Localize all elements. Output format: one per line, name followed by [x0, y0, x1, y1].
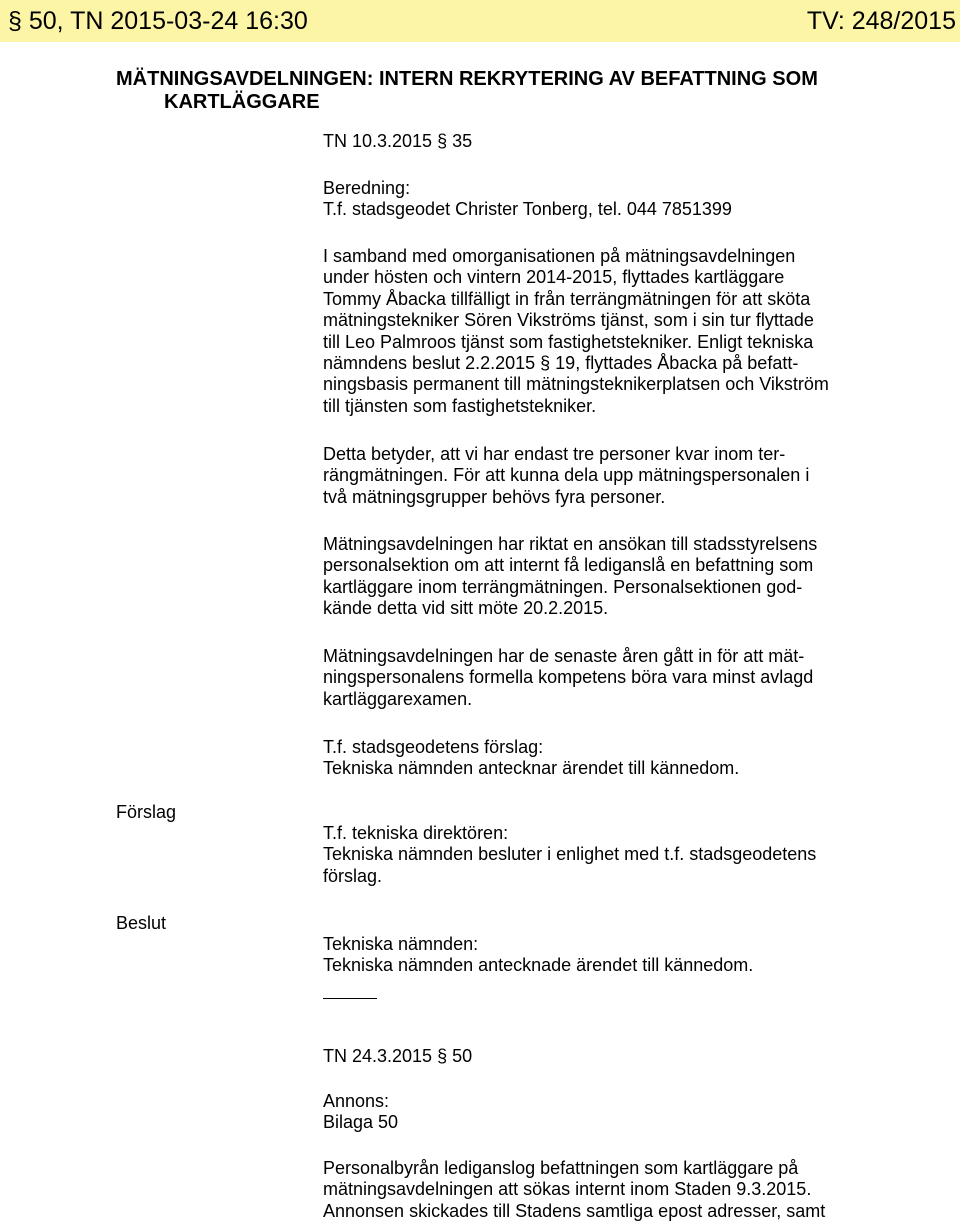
text-line: två mätningsgrupper behövs fyra personer. [323, 486, 666, 507]
text-line: Annons: [323, 1091, 390, 1111]
advertisement-block [323, 1091, 948, 1134]
text-line: I samband med omorganisationen på mätningsavdelningen [323, 246, 796, 266]
text-line: kartläggare inom terrängmätningen. Personalsektionen god- [323, 576, 803, 597]
meeting-reference-1: TN 10.3.2015 § 35 [323, 131, 473, 151]
title-line-2: KARTLÄGGARE [164, 91, 320, 113]
text-line: T.f. tekniska direktören: [323, 823, 509, 843]
preparation-block [323, 178, 948, 221]
text-line: personalsektion om att internt få lediganslå en befattning som [323, 555, 814, 576]
text-line: kände detta vid sitt möte 20.2.2015. [323, 598, 609, 619]
document-number: TV: 248/2015 [806, 7, 956, 35]
text-line: Tekniska nämnden antecknade ärendet till kännedom. [323, 955, 754, 976]
paragraph-background [323, 246, 948, 417]
section-reference: § 50, TN 2015-03-24 16:30 [8, 7, 308, 35]
decision-board [323, 934, 948, 977]
separator-rule [323, 998, 377, 999]
text-line: Detta betyder, att vi har endast tre personer kvar inom ter- [323, 444, 786, 464]
text-line: till Leo Palmroos tjänst som fastighetstekniker. Enligt tekniska [323, 331, 814, 352]
proposal-surveyor [323, 737, 948, 780]
text-line: Annonsen skickades till Stadens samtliga epost adresser, samt [323, 1200, 826, 1221]
meeting-reference-2: TN 24.3.2015 § 50 [323, 1046, 473, 1066]
text-line: Tekniska nämnden besluter i enlighet med t.f. stadsgeodetens [323, 844, 817, 865]
paragraph-staffing [323, 444, 948, 508]
text-line: Tommy Åbacka tillfälligt in från terrängmätningen för att sköta [323, 288, 811, 309]
proposal-director [323, 823, 948, 887]
text-line: mätningstekniker Sören Vikströms tjänst, som i sin tur flyttade [323, 310, 814, 331]
preparation-value: T.f. stadsgeodet Christer Tonberg, tel. 044 7851399 [323, 199, 732, 220]
text-line: till tjänsten som fastighetstekniker. [323, 395, 597, 416]
text-line: kartläggarexamen. [323, 688, 473, 709]
section-title [116, 68, 836, 114]
text-line: nämndens beslut 2.2.2015 § 19, flyttades Åbacka på befatt- [323, 353, 799, 374]
text-line: Bilaga 50 [323, 1112, 399, 1133]
text-line: Tekniska nämnden antecknar ärendet till kännedom. [323, 758, 740, 779]
text-line: Personalbyrån lediganslog befattningen som kartläggare på [323, 1158, 799, 1178]
text-line: T.f. stadsgeodetens förslag: [323, 737, 544, 757]
text-line: ningsbasis permanent till mätningsteknikerplatsen och Vikström [323, 374, 829, 395]
paragraph-application [323, 534, 948, 620]
text-line: ningspersonalens formella kompetens böra vara minst avlagd [323, 667, 814, 688]
side-label-proposal: Förslag [116, 802, 177, 822]
text-line: Mätningsavdelningen har de senaste åren gått in för att mät- [323, 646, 805, 666]
paragraph-competence [323, 646, 948, 710]
paragraph-personnel [323, 1158, 948, 1222]
preparation-label: Beredning: [323, 178, 411, 198]
text-line: rängmätningen. För att kunna dela upp mätningspersonalen i [323, 465, 810, 486]
header-bar [0, 0, 960, 42]
text-line: förslag. [323, 865, 383, 886]
side-label-decision: Beslut [116, 913, 167, 933]
text-line: under hösten och vintern 2014-2015, flyttades kartläggare [323, 267, 785, 288]
text-line: mätningsavdelningen att sökas internt inom Staden 9.3.2015. [323, 1179, 812, 1200]
text-line: Mätningsavdelningen har riktat en ansökan till stadsstyrelsens [323, 534, 818, 554]
text-line: Tekniska nämnden: [323, 934, 479, 954]
title-line-1: MÄTNINGSAVDELNINGEN: INTERN REKRYTERING AV BEFATTNING SOM [116, 68, 818, 90]
